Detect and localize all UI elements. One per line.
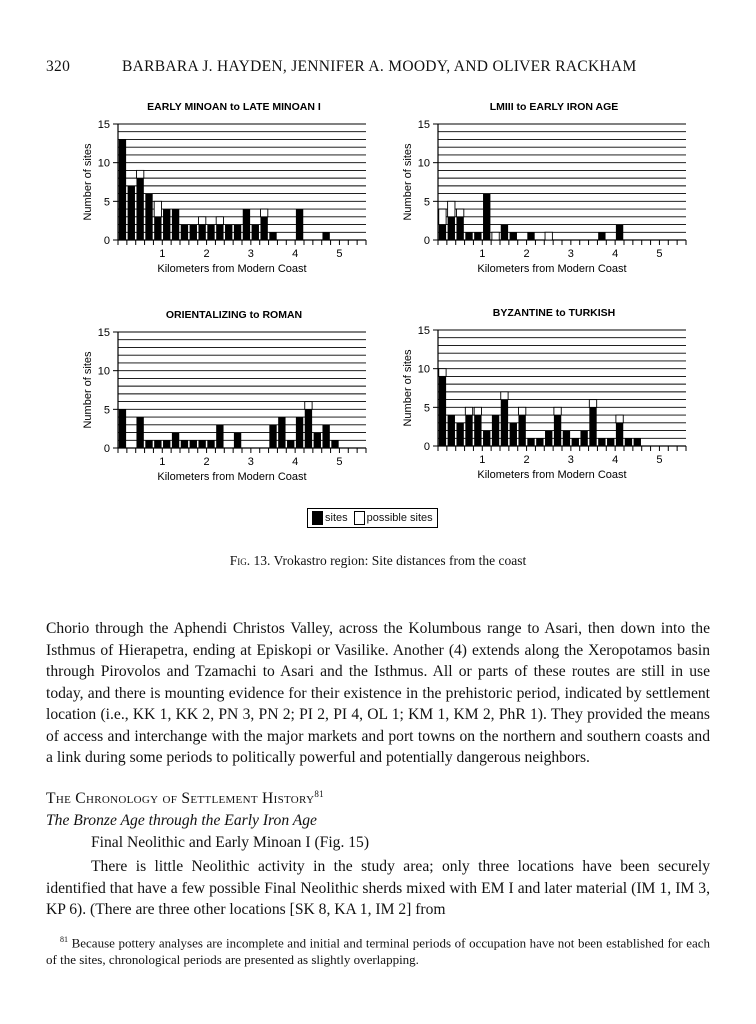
bar-possible-sites [154,201,161,216]
paragraph-body: There is little Neolithic activity in the study area; only three locations have been securely identified that have a few possible Final Neolithic sherds mixed with EM I and later material (IM 1, IM 3, KP 6). (There are three other locations [SK 8, KA 1, IM 2] from [46,858,710,918]
bar-sites [616,225,623,240]
section-heading [46,789,324,808]
bar-sites [598,232,605,240]
legend-sites-label: sites [325,511,348,524]
bar-sites [545,431,552,446]
y-tick-label: 0 [423,235,430,247]
bar-possible-sites [474,407,481,415]
bar-sites [119,139,126,240]
bar-sites [456,217,463,240]
bar-sites [572,438,579,446]
footnote-ref: 81 [314,789,324,799]
bar-sites [136,178,143,240]
x-axis-label: Kilometers from Modern Coast [157,263,307,275]
bar-sites [207,440,214,448]
chart-svg [390,306,690,506]
bar-sites [243,209,250,240]
bar-possible-sites [136,170,143,178]
bar-possible-sites [554,407,561,415]
y-tick-label: 10 [97,157,110,170]
subsection-heading: The Bronze Age through the Early Iron Age [46,812,317,829]
bar-sites [448,415,455,446]
bar-possible-sites [501,392,508,400]
bar-sites [314,433,321,448]
bar-sites [518,415,525,446]
paragraph-text [46,856,710,921]
bar-sites [501,225,508,240]
x-tick-label: 4 [292,456,299,468]
bar-sites [269,232,276,240]
bar-possible-sites [465,407,472,415]
chart-svg [70,308,370,508]
bar-sites [216,425,223,448]
bar-sites [465,415,472,446]
bar-sites [554,415,561,446]
bar-sites [269,425,276,448]
y-tick-label: 15 [417,325,430,337]
bar-sites [456,423,463,446]
footnote-text: Because pottery analyses are incomplete and initial and terminal periods of occupation have not been established for each of the sites, chronological periods are presented as slightly overlapping. [46,935,711,968]
bar-sites [536,438,543,446]
x-tick-label: 2 [203,248,210,260]
bar-sites [527,438,534,446]
section-title: The Chronology of Settlement History [46,790,315,808]
chart-svg [70,100,370,300]
bar-sites [234,225,241,240]
x-tick-label: 1 [159,248,166,260]
bar-sites [474,415,481,446]
chart-title: EARLY MINOAN to LATE MINOAN I [147,101,321,113]
bar-sites [207,225,214,240]
chart-svg [390,100,690,300]
legend-swatch-possible [354,511,365,525]
bar-sites [163,440,170,448]
x-tick-label: 1 [479,454,486,466]
bar-sites [119,409,126,448]
bar-possible-sites [456,209,463,217]
y-tick-label: 5 [103,404,110,417]
y-tick-label: 10 [417,363,430,376]
bar-possible-sites [260,209,267,217]
x-axis-label: Kilometers from Modern Coast [477,469,627,481]
x-tick-label: 4 [612,454,619,466]
y-axis-label: Number of sites [402,349,414,427]
bar-sites [136,417,143,448]
y-tick-label: 5 [423,402,430,415]
bar-sites [296,417,303,448]
bar-sites [607,438,614,446]
bar-sites [225,225,232,240]
y-tick-label: 10 [97,365,110,378]
x-tick-label: 5 [656,248,663,260]
bar-sites [510,423,517,446]
bar-possible-sites [518,407,525,415]
bar-sites [589,407,596,446]
chart-legend [307,508,438,528]
bar-sites [198,225,205,240]
bar-possible-sites [216,217,223,225]
paragraph-indent [46,858,91,875]
x-tick-label: 2 [203,456,210,468]
bar-sites [598,438,605,446]
x-tick-label: 3 [247,456,254,468]
bar-sites [510,232,517,240]
bar-sites [128,186,135,240]
bar-sites [172,209,179,240]
bar-possible-sites [198,217,205,225]
bar-sites [616,423,623,446]
y-tick-label: 15 [97,119,110,131]
bar-sites [439,225,446,240]
bar-sites [527,232,534,240]
y-tick-label: 5 [423,196,430,209]
bar-possible-sites [439,369,446,377]
chart-orientalizing-roman [70,308,370,508]
legend-swatch-sites [312,511,323,525]
chart-lmiii-eia [390,100,690,300]
subsubsection-heading: Final Neolithic and Early Minoan I (Fig. 15) [91,834,370,851]
y-tick-label: 15 [417,119,430,131]
bar-sites [322,425,329,448]
bar-sites [483,194,490,240]
bar-sites [252,225,259,240]
bar-sites [163,209,170,240]
x-tick-label: 1 [159,456,166,468]
footnote [46,931,710,968]
chart-byzantine-turkish [390,306,690,506]
x-tick-label: 3 [567,454,574,466]
bar-sites [190,225,197,240]
bar-sites [278,417,285,448]
bar-sites [145,194,152,240]
caption-label: Fig. 13. [229,553,271,568]
bar-sites [563,431,570,446]
bar-sites [234,433,241,448]
bar-possible-sites [439,209,446,224]
x-tick-label: 5 [336,248,343,260]
bar-sites [287,440,294,448]
y-tick-label: 0 [423,441,430,453]
bar-sites [465,232,472,240]
bar-possible-sites [305,402,312,410]
running-head-authors: BARBARA J. HAYDEN, JENNIFER A. MOODY, AND OLIVER RACKHAM [122,58,637,75]
x-tick-label: 2 [523,248,530,260]
chart-title: LMIII to EARLY IRON AGE [489,101,619,113]
bar-sites [483,431,490,446]
x-tick-label: 3 [567,248,574,260]
x-tick-label: 4 [612,248,619,260]
bar-sites [145,440,152,448]
bar-possible-sites [545,232,552,240]
bar-sites [296,209,303,240]
x-tick-label: 5 [656,454,663,466]
y-tick-label: 0 [103,443,110,455]
figure-caption [0,553,756,569]
bar-sites [634,438,641,446]
y-tick-label: 5 [103,196,110,209]
x-axis-label: Kilometers from Modern Coast [477,263,627,275]
bar-sites [501,400,508,446]
legend-possible-label: possible sites [366,511,433,524]
bar-sites [190,440,197,448]
y-tick-label: 10 [417,157,430,170]
paragraph-text: Chorio through the Aphendi Christos Valley, across the Kolumbous range to Asari, then down into the Isthmus of Hierapetra, ending at Episkopi or Vasilike. Another (4) extends along the Xeropotamos basin through Pirovolos and Tzamachi to Asari and the Isthmus. All or parts of these routes are still in use today, and there is mounting evidence for their existence in the prehistoric period, indicated by settlement location (i.e., KK 1, KK 2, PN 3, PN 2; PI 2, PI 4, OL 1; KM 1, KM 2, PhR 1). They provided the means of access and interchange with the major markets and port towns on the northern and southern coasts and a link during some periods to politically powerful and potentially dangerous neighbors. [46,620,710,766]
bar-sites [474,232,481,240]
legend-possible [354,511,433,525]
paragraph-routes [46,618,710,769]
bar-sites [181,225,188,240]
chart-em-lmi [70,100,370,300]
bar-sites [439,376,446,446]
bar-sites [198,440,205,448]
bar-sites [492,415,499,446]
x-tick-label: 1 [479,248,486,260]
bar-sites [448,217,455,240]
bar-sites [154,440,161,448]
bar-sites [181,440,188,448]
y-axis-label: Number of sites [402,143,414,221]
y-tick-label: 0 [103,235,110,247]
x-tick-label: 3 [247,248,254,260]
paragraph-neolithic [46,856,710,921]
x-tick-label: 2 [523,454,530,466]
bar-sites [216,225,223,240]
footnote-number: 81 [60,935,68,944]
bar-sites [331,440,338,448]
bar-possible-sites [448,201,455,216]
page-number: 320 [46,58,71,75]
bar-sites [625,438,632,446]
y-axis-label: Number of sites [82,351,94,429]
bar-sites [172,433,179,448]
bar-possible-sites [616,415,623,423]
bar-sites [580,431,587,446]
bar-possible-sites [589,400,596,408]
chart-title: BYZANTINE to TURKISH [492,307,616,319]
x-tick-label: 4 [292,248,299,260]
caption-text: Vrokastro region: Site distances from the coast [273,553,527,568]
y-axis-label: Number of sites [82,143,94,221]
y-tick-label: 15 [97,327,110,339]
bar-sites [305,409,312,448]
legend-sites [312,511,348,525]
x-axis-label: Kilometers from Modern Coast [157,471,307,483]
bar-sites [322,232,329,240]
x-tick-label: 5 [336,456,343,468]
bar-possible-sites [492,232,499,240]
bar-sites [260,217,267,240]
bar-sites [154,217,161,240]
chart-title: ORIENTALIZING to ROMAN [165,309,303,321]
